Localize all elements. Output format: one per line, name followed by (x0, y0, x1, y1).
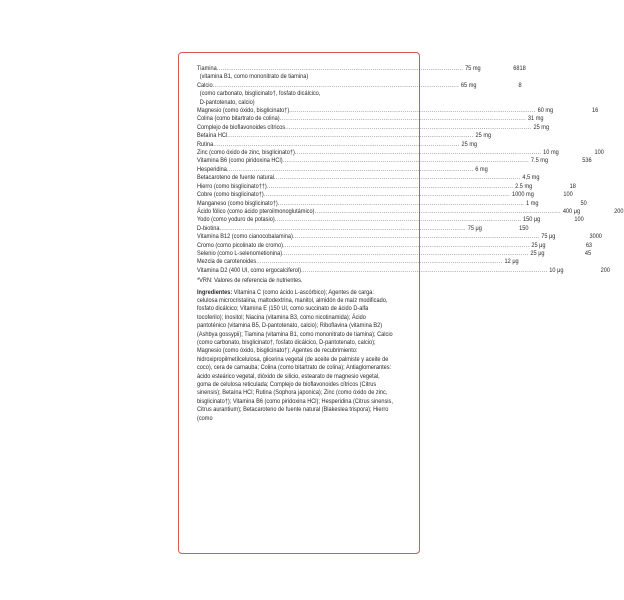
leader-dots (264, 191, 510, 199)
nutrient-vrn: 3000 (589, 233, 602, 241)
nutrient-amount: 75 μg (467, 224, 482, 232)
nutrient-amount: 75 μg (541, 233, 556, 241)
nutrient-amount: 65 mg (460, 81, 477, 89)
nutrient-vrn: 63 (585, 241, 593, 249)
nutrient-vrn: 200 (614, 207, 624, 215)
nutrient-name: Complejo de bioflavonoides cítricos (197, 123, 286, 131)
nutrient-amount: 60 mg (537, 107, 554, 115)
leader-dots (293, 233, 539, 241)
nutrient-row (197, 266, 611, 275)
nutrient-amount: 10 mg (543, 149, 559, 157)
nutrient-amount: 12 μg (504, 258, 519, 266)
nutrient-subline: D-pantotenato, calcio) (199, 98, 255, 106)
nutrient-vrn: 16 (592, 107, 599, 115)
nutrient-amount: 25 mg (475, 132, 492, 140)
nutrient-name: Zinc (como óxido de zinc, bisglicinato†) (197, 149, 295, 157)
nutrient-row (197, 241, 593, 250)
nutrient-table (197, 65, 624, 275)
nutrient-vrn: 50 (580, 199, 587, 207)
nutrient-name: Tiamina (197, 65, 217, 72)
nutrient-name: Betaína HCl (197, 132, 228, 140)
nutrient-amount: 25 μg (530, 249, 545, 257)
nutrient-row (197, 149, 604, 157)
nutrient-name: Manganeso (como bisglicinato†) (197, 199, 278, 207)
nutrient-row (197, 199, 587, 208)
nutrient-row (197, 207, 624, 216)
nutrient-name: Yodo (como yoduro de potasio) (197, 216, 275, 224)
nutrient-subline: (vitamina B1, como mononitrato de tiamina) (199, 73, 309, 81)
nutrient-name: Ácido fólico (como ácido pteroilmonoglutámico) (197, 207, 315, 215)
nutrient-row (197, 224, 529, 233)
nutrient-vrn: 45 (584, 249, 592, 257)
nutrient-row (197, 81, 522, 90)
nutrient-amount: 400 μg (562, 207, 581, 215)
nutrient-amount: 75 mg (465, 65, 481, 72)
nutrient-name: Magnesio (como óxido, bisglicinato†) (197, 107, 290, 115)
nutrient-row (197, 140, 478, 149)
nutrient-row (197, 174, 540, 182)
leader-dots (219, 225, 465, 233)
leader-dots (213, 141, 459, 149)
leader-dots (217, 65, 463, 73)
nutrient-vrn: 536 (582, 157, 592, 165)
nutrition-content (197, 65, 624, 423)
leader-dots (274, 174, 520, 182)
nutrient-row (197, 258, 519, 266)
nutrient-name: Selenio (como L-selenometionina) (197, 249, 283, 257)
nutrient-row (197, 157, 592, 165)
leader-dots (314, 208, 560, 216)
nutrient-vrn: 200 (600, 266, 611, 274)
nutrient-amount: 25 mg (533, 123, 550, 131)
nutrient-name: Vitamina B12 (como cianocobalamina) (197, 233, 293, 241)
vrn-note: *VRN: Valores de referencia de nutrientes. (197, 277, 303, 285)
leader-dots (227, 166, 473, 174)
nutrient-vrn: 6818 (513, 65, 526, 72)
nutrient-vrn: 100 (594, 149, 604, 157)
nutrient-amount: 7.5 mg (530, 157, 549, 165)
nutrient-row (197, 107, 599, 115)
leader-dots (275, 216, 521, 224)
nutrient-row (197, 123, 550, 132)
nutrient-amount: 10 μg (549, 266, 564, 274)
nutrient-name: Colina (como bitartrato de colina) (197, 115, 280, 123)
nutrient-amount: 31 mg (527, 115, 544, 123)
label-panel (178, 52, 624, 554)
nutrient-vrn: 100 (574, 216, 584, 224)
leader-dots (213, 82, 459, 90)
nutrient-row (197, 233, 602, 241)
nutrient-name: D-biotina (197, 224, 220, 232)
nutrient-row (197, 249, 592, 258)
nutrient-amount: 1000 mg (512, 191, 534, 199)
nutrient-name: Cromo (como picolinato de cromo) (197, 241, 284, 249)
nutrient-row (197, 216, 584, 224)
nutrient-amount: 2.5 mg (515, 182, 533, 190)
nutrient-name: Betacaroteno de fuente natural (197, 174, 274, 182)
nutrient-amount: 4,5 mg (522, 174, 540, 182)
nutrient-amount: 150 μg (523, 216, 541, 224)
nutrient-name: Hesperidina (197, 165, 227, 173)
ingredients-label: Ingredientes: (197, 288, 233, 296)
nutrient-row (197, 65, 526, 73)
nutrient-amount: 6 mg (475, 165, 488, 173)
nutrient-amount: 25 μg (531, 241, 546, 249)
nutrient-amount: 1 mg (526, 199, 539, 207)
ingredients-block (197, 289, 394, 424)
leader-dots (278, 200, 524, 208)
nutrient-row (197, 115, 544, 123)
leader-dots (267, 183, 513, 191)
nutrient-row (197, 182, 576, 191)
nutrient-vrn: 150 (519, 224, 529, 232)
nutrient-subline: (como carbonato, bisglicinato†, fosfato dicálcico, (199, 90, 321, 98)
leader-dots (280, 115, 526, 123)
nutrient-name: Vitamina B6 (como piridoxina HCl) (197, 157, 283, 165)
nutrient-row (197, 132, 492, 140)
nutrient-name: Hierro (como bisglicinato††) (197, 182, 267, 190)
nutrient-name: Cobre (como bisglicinato†) (197, 191, 264, 199)
nutrient-name: Mezcla de carotenoides (197, 258, 257, 266)
leader-dots (227, 132, 473, 140)
nutrient-name: Calcio (197, 81, 213, 89)
nutrient-name: Rutina (197, 140, 214, 148)
leader-dots (285, 124, 531, 132)
nutrient-vrn: 100 (563, 191, 573, 199)
nutrient-vrn: 8 (518, 81, 522, 89)
nutrient-name: Vitamina D2 (400 UI, como ergocalciferol) (197, 266, 301, 274)
nutrient-amount: 25 mg (461, 140, 478, 148)
ingredients-text: Vitamina C (como ácido L-ascórbico); Agentes de carga: celulosa microcristalina, maltodextrina, manitol, almidón de maíz modificado, fosfato dicálcico; Vitamina E (150 UI, como succinato de ácido D-alfa tocoferilo); Inositol; Niacina (vitamina B3, como nicotinamida); Ácido pantoténico (vitamina B5, D-pantotenato, calcio); Riboflavina (vitamina B2) (Ashbya gossypii); Tiamina (vitamina B1, como mononitrato de tiamina); Calcio (como carbonato, bisglicinato†, fosfato dicálcico, D-pantotenato, calcio); Magnesio (como óxido, bisglicinato†); Agentes de recubrimiento: hidroxipropilmetilcelulosa, glicerina vegetal (de aceite de palmiste y aceite de coco), cera de carnauba; Colina (como bitartrato de colina); Antiaglomerantes: ácido esteárico vegetal, dióxido de silicio, estearato de magnesio vegetal, goma de celulosa reticulada; Complejo de bioflavonoides cítricos (Citrus sinensis); Betaína HCl; Rutina (Sophora japonica); Zinc (como óxido de zinc, bisglicinato†); Vitamina B6 (como piridoxina HCl); Hesperidina (Citrus sinensis, Citrus aurantium); Betacaroteno de fuente natural (Blakeslea trispora); Hierro (como (197, 288, 393, 422)
leader-dots (283, 157, 529, 165)
nutrient-vrn: 18 (569, 182, 576, 190)
leader-dots (282, 250, 528, 258)
leader-dots (295, 149, 541, 157)
leader-dots (301, 267, 547, 275)
nutrient-row (197, 165, 488, 174)
leader-dots (289, 107, 535, 115)
nutrient-row (197, 191, 573, 199)
leader-dots (283, 242, 529, 250)
leader-dots (256, 258, 502, 266)
